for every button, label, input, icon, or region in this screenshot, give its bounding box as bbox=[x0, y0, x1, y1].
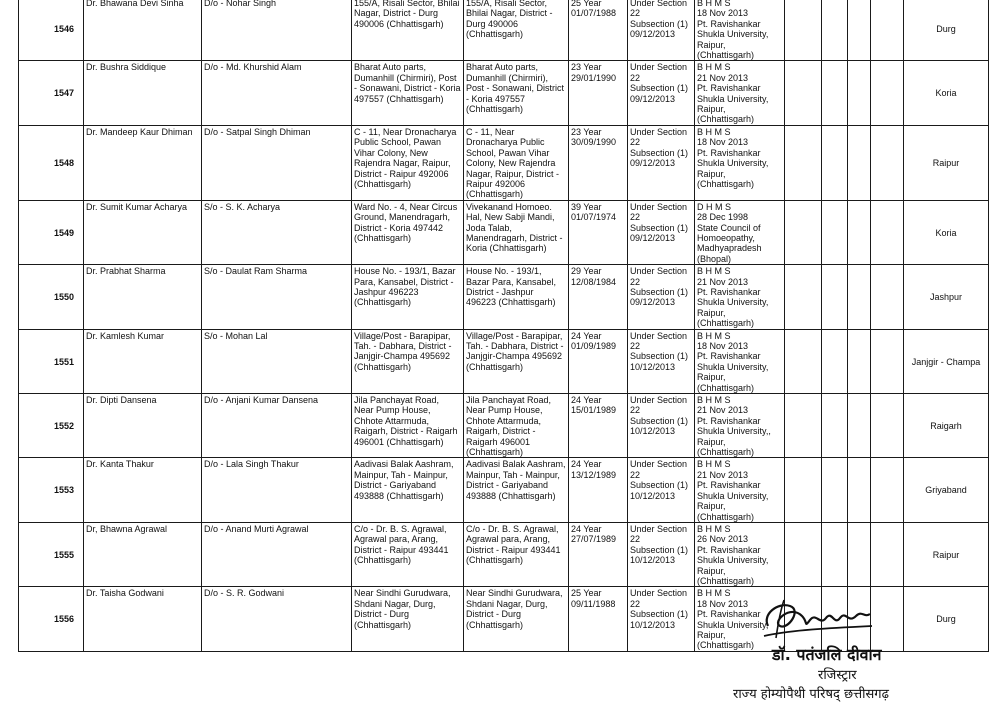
relation-cell: D/o - Satpal Singh Dhiman bbox=[202, 125, 352, 200]
table-row bbox=[19, 394, 989, 458]
table-row bbox=[19, 458, 989, 522]
correspondence-address-cell: Village/Post - Barapipar, Tah. - Dabhara, District - Janjgir-Champa 495692 (Chhattisgarh) bbox=[464, 329, 569, 393]
blank-cell bbox=[822, 394, 848, 458]
relation-cell: S/o - Mohan Lal bbox=[202, 329, 352, 393]
blank-cell bbox=[785, 0, 822, 61]
blank-cell bbox=[848, 329, 871, 393]
permanent-address-cell: C - 11, Near Dronacharya Public School, Pawan Vihar Colony, New Rajendra Nagar, Raipur, District - Raipur 492006 (Chhattisgarh) bbox=[352, 125, 464, 200]
name-cell: Dr. Prabhat Sharma bbox=[84, 265, 202, 329]
relation-cell: D/o - Anand Murti Agrawal bbox=[202, 522, 352, 586]
serial-number-cell: 1546 bbox=[19, 0, 84, 61]
correspondence-address-cell: Jila Panchayat Road, Near Pump House, Chhote Attarmuda, Raigarh, District - Raigarh 496001 (Chhattisgarh) bbox=[464, 394, 569, 458]
registration-section-cell: Under Section 22 Subsection (1) 10/12/2013 bbox=[628, 394, 695, 458]
qualification-cell: B H M S 21 Nov 2013 Pt. Ravishankar Shukla University, Raipur, (Chhattisgarh) bbox=[695, 265, 785, 329]
correspondence-address-cell: Vivekanand Homoeo. Hal, New Sabji Mandi, Joda Talab, Manendragarh, District - Koria (Chhattisgarh) bbox=[464, 200, 569, 264]
blank-cell bbox=[848, 458, 871, 522]
qualification-cell: B H M S 21 Nov 2013 Pt. Ravishankar Shukla University,, Raipur, (Chhattisgarh) bbox=[695, 394, 785, 458]
age-dob-cell: 25 Year 01/07/1988 bbox=[569, 0, 628, 61]
blank-cell bbox=[785, 265, 822, 329]
blank-cell bbox=[848, 125, 871, 200]
qualification-cell: B H M S 21 Nov 2013 Pt. Ravishankar Shukla University, Raipur, (Chhattisgarh) bbox=[695, 61, 785, 125]
district-cell: Koria bbox=[904, 61, 989, 125]
blank-cell bbox=[848, 0, 871, 61]
age-dob-cell: 23 Year 29/01/1990 bbox=[569, 61, 628, 125]
name-cell: Dr. Bushra Siddique bbox=[84, 61, 202, 125]
relation-cell: S/o - Daulat Ram Sharma bbox=[202, 265, 352, 329]
blank-cell bbox=[785, 61, 822, 125]
name-cell: Dr. Kanta Thakur bbox=[84, 458, 202, 522]
blank-cell bbox=[785, 394, 822, 458]
table-body bbox=[19, 0, 989, 651]
serial-number-cell: 1555 bbox=[19, 522, 84, 586]
registration-section-cell: Under Section 22 Subsection (1) 10/12/2013 bbox=[628, 522, 695, 586]
qualification-cell: B H M S 18 Nov 2013 Pt. Ravishankar Shukla University, Raipur, (Chhattisgarh) bbox=[695, 587, 785, 651]
serial-number-cell: 1549 bbox=[19, 200, 84, 264]
correspondence-address-cell: House No. - 193/1, Bazar Para, Kansabel, District - Jashpur 496223 (Chhattisgarh) bbox=[464, 265, 569, 329]
qualification-cell: D H M S 28 Dec 1998 State Council of Homoeopathy, Madhyapradesh (Bhopal) bbox=[695, 200, 785, 264]
blank-cell bbox=[871, 522, 904, 586]
district-cell: Durg bbox=[904, 0, 989, 61]
age-dob-cell: 39 Year 01/07/1974 bbox=[569, 200, 628, 264]
registration-section-cell: Under Section 22 Subsection (1) 09/12/2013 bbox=[628, 265, 695, 329]
serial-number-cell: 1550 bbox=[19, 265, 84, 329]
blank-cell bbox=[785, 329, 822, 393]
relation-cell: S/o - S. K. Acharya bbox=[202, 200, 352, 264]
blank-cell bbox=[871, 0, 904, 61]
blank-cell bbox=[822, 0, 848, 61]
relation-cell: D/o - Md. Khurshid Alam bbox=[202, 61, 352, 125]
name-cell: Dr. Bhawana Devi Sinha bbox=[84, 0, 202, 61]
blank-cell bbox=[822, 522, 848, 586]
qualification-cell: B H M S 18 Nov 2013 Pt. Ravishankar Shukla University, Raipur, (Chhattisgarh) bbox=[695, 0, 785, 61]
blank-cell bbox=[822, 125, 848, 200]
blank-cell bbox=[871, 265, 904, 329]
serial-number-cell: 1553 bbox=[19, 458, 84, 522]
permanent-address-cell: C/o - Dr. B. S. Agrawal, Agrawal para, Arang, District - Raipur 493441 (Chhattisgarh) bbox=[352, 522, 464, 586]
handwritten-signature bbox=[760, 596, 880, 642]
correspondence-address-cell: Aadivasi Balak Aashram, Mainpur, Tah - Mainpur, District - Gariyaband 493888 (Chhattisgarh) bbox=[464, 458, 569, 522]
blank-cell bbox=[822, 265, 848, 329]
blank-cell bbox=[785, 125, 822, 200]
permanent-address-cell: Jila Panchayat Road, Near Pump House, Chhote Attarmuda, Raigarh, District - Raigarh 496001 (Chhattisgarh) bbox=[352, 394, 464, 458]
age-dob-cell: 24 Year 13/12/1989 bbox=[569, 458, 628, 522]
qualification-cell: B H M S 18 Nov 2013 Pt. Ravishankar Shukla University, Raipur, (Chhattisgarh) bbox=[695, 329, 785, 393]
table-row bbox=[19, 329, 989, 393]
correspondence-address-cell: 155/A, Risali Sector, Bhilai Nagar, District - Durg 490006 (Chhattisgarh) bbox=[464, 0, 569, 61]
correspondence-address-cell: C/o - Dr. B. S. Agrawal, Agrawal para, Arang, District - Raipur 493441 (Chhattisgarh) bbox=[464, 522, 569, 586]
district-cell: Janjgir - Champa bbox=[904, 329, 989, 393]
name-cell: Dr. Kamlesh Kumar bbox=[84, 329, 202, 393]
name-cell: Dr, Bhawna Agrawal bbox=[84, 522, 202, 586]
blank-cell bbox=[871, 125, 904, 200]
registration-table bbox=[18, 0, 989, 652]
blank-cell bbox=[871, 329, 904, 393]
district-cell: Durg bbox=[904, 587, 989, 651]
permanent-address-cell: Aadivasi Balak Aashram, Mainpur, Tah - Mainpur, District - Gariyaband 493888 (Chhattisgarh) bbox=[352, 458, 464, 522]
permanent-address-cell: House No. - 193/1, Bazar Para, Kansabel, District - Jashpur 496223 (Chhattisgarh) bbox=[352, 265, 464, 329]
table-row bbox=[19, 265, 989, 329]
table-row bbox=[19, 0, 989, 61]
permanent-address-cell: Near Sindhi Gurudwara, Shdani Nagar, Durg, District - Durg (Chhattisgarh) bbox=[352, 587, 464, 651]
registration-section-cell: Under Section 22 Subsection (1) 10/12/2013 bbox=[628, 329, 695, 393]
registration-section-cell: Under Section 22 Subsection (1) 10/12/2013 bbox=[628, 587, 695, 651]
blank-cell bbox=[848, 394, 871, 458]
blank-cell bbox=[822, 200, 848, 264]
relation-cell: D/o - Nohar Singh bbox=[202, 0, 352, 61]
district-cell: Koria bbox=[904, 200, 989, 264]
table-row bbox=[19, 200, 989, 264]
table-row bbox=[19, 522, 989, 586]
blank-cell bbox=[871, 200, 904, 264]
blank-cell bbox=[785, 200, 822, 264]
district-cell: Raipur bbox=[904, 125, 989, 200]
age-dob-cell: 24 Year 27/07/1989 bbox=[569, 522, 628, 586]
registration-section-cell: Under Section 22 Subsection (1) 09/12/2013 bbox=[628, 125, 695, 200]
blank-cell bbox=[822, 61, 848, 125]
table-row bbox=[19, 61, 989, 125]
age-dob-cell: 25 Year 09/11/1988 bbox=[569, 587, 628, 651]
district-cell: Raipur bbox=[904, 522, 989, 586]
permanent-address-cell: Bharat Auto parts, Dumanhill (Chirmiri), Post - Sonawani, District - Koria 497557 (Chhattisgarh) bbox=[352, 61, 464, 125]
relation-cell: D/o - Lala Singh Thakur bbox=[202, 458, 352, 522]
blank-cell bbox=[822, 329, 848, 393]
correspondence-address-cell: Near Sindhi Gurudwara, Shdani Nagar, Durg, District - Durg (Chhattisgarh) bbox=[464, 587, 569, 651]
qualification-cell: B H M S 21 Nov 2013 Pt. Ravishankar Shukla University, Raipur, (Chhattisgarh) bbox=[695, 458, 785, 522]
blank-cell bbox=[848, 522, 871, 586]
registration-section-cell: Under Section 22 Subsection (1) 09/12/2013 bbox=[628, 0, 695, 61]
name-cell: Dr. Dipti Dansena bbox=[84, 394, 202, 458]
signatory-designation: रजिस्ट्रार bbox=[818, 668, 857, 683]
blank-cell bbox=[871, 458, 904, 522]
age-dob-cell: 24 Year 01/09/1989 bbox=[569, 329, 628, 393]
registration-section-cell: Under Section 22 Subsection (1) 09/12/2013 bbox=[628, 61, 695, 125]
age-dob-cell: 23 Year 30/09/1990 bbox=[569, 125, 628, 200]
permanent-address-cell: Village/Post - Barapipar, Tah. - Dabhara, District - Janjgir-Champa 495692 (Chhattisgarh) bbox=[352, 329, 464, 393]
serial-number-cell: 1552 bbox=[19, 394, 84, 458]
district-cell: Raigarh bbox=[904, 394, 989, 458]
name-cell: Dr. Sumit Kumar Acharya bbox=[84, 200, 202, 264]
serial-number-cell: 1547 bbox=[19, 61, 84, 125]
permanent-address-cell: Ward No. - 4, Near Circus Ground, Manendragarh, District - Koria 497442 (Chhattisgarh) bbox=[352, 200, 464, 264]
correspondence-address-cell: Bharat Auto parts, Dumanhill (Chirmiri), Post - Sonawani, District - Koria 497557 (Chhattisgarh) bbox=[464, 61, 569, 125]
signatory-organization: राज्य होम्योपैथी परिषद् छत्तीसगढ़ bbox=[733, 687, 889, 702]
serial-number-cell: 1551 bbox=[19, 329, 84, 393]
blank-cell bbox=[785, 458, 822, 522]
blank-cell bbox=[848, 265, 871, 329]
name-cell: Dr. Mandeep Kaur Dhiman bbox=[84, 125, 202, 200]
blank-cell bbox=[848, 61, 871, 125]
age-dob-cell: 24 Year 15/01/1989 bbox=[569, 394, 628, 458]
blank-cell bbox=[785, 522, 822, 586]
signatory-name: डॉ. पतंजलि दीवान bbox=[772, 645, 882, 664]
district-cell: Jashpur bbox=[904, 265, 989, 329]
qualification-cell: B H M S 26 Nov 2013 Pt. Ravishankar Shukla University, Raipur, (Chhattisgarh) bbox=[695, 522, 785, 586]
age-dob-cell: 29 Year 12/08/1984 bbox=[569, 265, 628, 329]
blank-cell bbox=[871, 394, 904, 458]
correspondence-address-cell: C - 11, Near Dronacharya Public School, Pawan Vihar Colony, New Rajendra Nagar, Raipur, District - Raipur 492006 (Chhattisgarh) bbox=[464, 125, 569, 200]
blank-cell bbox=[871, 61, 904, 125]
blank-cell bbox=[848, 200, 871, 264]
registration-section-cell: Under Section 22 Subsection (1) 10/12/2013 bbox=[628, 458, 695, 522]
serial-number-cell: 1548 bbox=[19, 125, 84, 200]
name-cell: Dr. Taisha Godwani bbox=[84, 587, 202, 651]
registration-section-cell: Under Section 22 Subsection (1) 09/12/2013 bbox=[628, 200, 695, 264]
relation-cell: D/o - S. R. Godwani bbox=[202, 587, 352, 651]
table-row bbox=[19, 125, 989, 200]
permanent-address-cell: 155/A, Risali Sector, Bhilai Nagar, District - Durg 490006 (Chhattisgarh) bbox=[352, 0, 464, 61]
serial-number-cell: 1556 bbox=[19, 587, 84, 651]
relation-cell: D/o - Anjani Kumar Dansena bbox=[202, 394, 352, 458]
qualification-cell: B H M S 18 Nov 2013 Pt. Ravishankar Shukla University, Raipur, (Chhattisgarh) bbox=[695, 125, 785, 200]
district-cell: Griyaband bbox=[904, 458, 989, 522]
blank-cell bbox=[822, 458, 848, 522]
